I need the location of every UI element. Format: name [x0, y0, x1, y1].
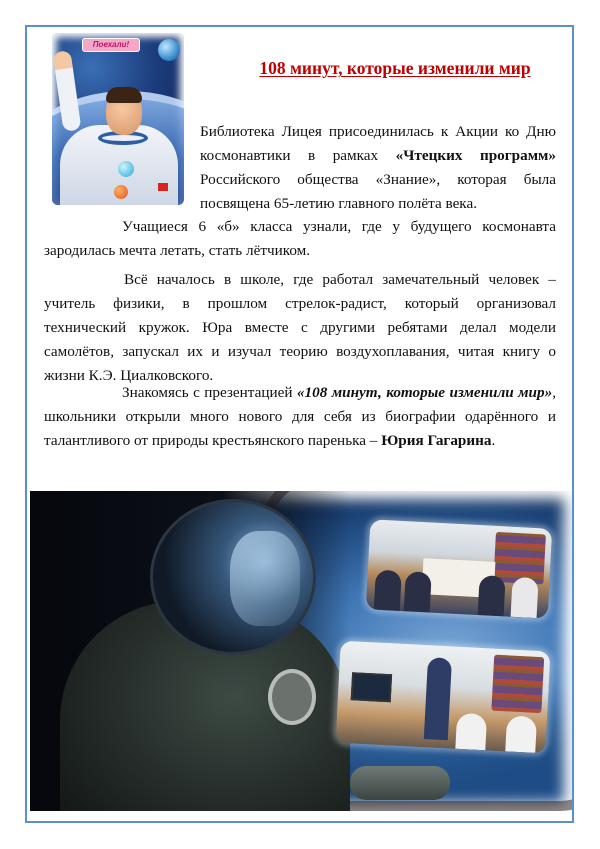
suit-gauge-graphic — [118, 161, 134, 177]
student — [404, 571, 432, 612]
inset-photo-teacher-presenting — [335, 641, 550, 754]
paragraph-1-text-end: Российского общества «Знание», которая была посвящена 65-летию главного полёта века. — [200, 171, 556, 212]
presentation-title-bold-italic: «108 минут, которые изменили мир» — [296, 384, 553, 401]
helmet-visor — [230, 531, 300, 626]
astronaut-glove — [350, 766, 450, 800]
program-name-bold: «Чтецких программ» — [395, 147, 556, 164]
paragraph-2 — [44, 215, 556, 263]
paragraph-2-text: Учащиеся 6 «б» класса узнали, где у будущего космонавта зародилась мечта летать, стать лётчиком. — [44, 218, 556, 259]
paragraph-3 — [44, 268, 556, 388]
inset-photo-students-table — [366, 519, 552, 618]
paragraph-4-text-mid: , школьники открыли много нового для себя из биографии одарённого и талантливого от природы крестьянского паренька – — [44, 384, 556, 449]
planet-graphic — [158, 39, 180, 61]
paragraph-3-text: Всё началось в школе, где работал замечательный человек – учитель физики, в прошлом стрелок-радист, который организовал технический кружок. Юра вместе с другими ребятами делал модели самолётов, запускал их и изучал теорию воздухоплавания, читая книгу о жизни К.Э. Циалковского. — [44, 271, 556, 384]
paragraph-1 — [200, 120, 556, 216]
student — [478, 575, 506, 616]
gagarin-name-bold: Юрия Гагарина — [381, 432, 492, 449]
paragraph-4 — [44, 381, 556, 453]
student — [374, 570, 402, 611]
bookshelf — [493, 532, 546, 584]
suit-valve-graphic — [114, 185, 128, 199]
paragraph-4-period: . — [491, 432, 496, 449]
hair-graphic — [106, 87, 142, 103]
bookshelf — [491, 655, 544, 714]
poster-banner: Поехали! — [82, 38, 140, 52]
gagarin-poster-image — [52, 33, 184, 205]
page-title: 108 минут, которые изменили мир — [259, 58, 531, 78]
student — [505, 715, 537, 753]
paragraph-4-text: Знакомясь с презентацией — [122, 384, 297, 401]
flag-patch-graphic — [158, 183, 168, 191]
paragraph-1-text: Библиотека Лицея присоединилась к Акции ко Дню космонавтики в рамках — [200, 123, 556, 164]
astronaut-collage-image — [30, 491, 572, 811]
teacher — [424, 657, 452, 740]
student — [511, 577, 539, 618]
student — [455, 713, 487, 751]
computer-monitor — [350, 672, 391, 702]
shoulder-patch — [268, 669, 316, 725]
